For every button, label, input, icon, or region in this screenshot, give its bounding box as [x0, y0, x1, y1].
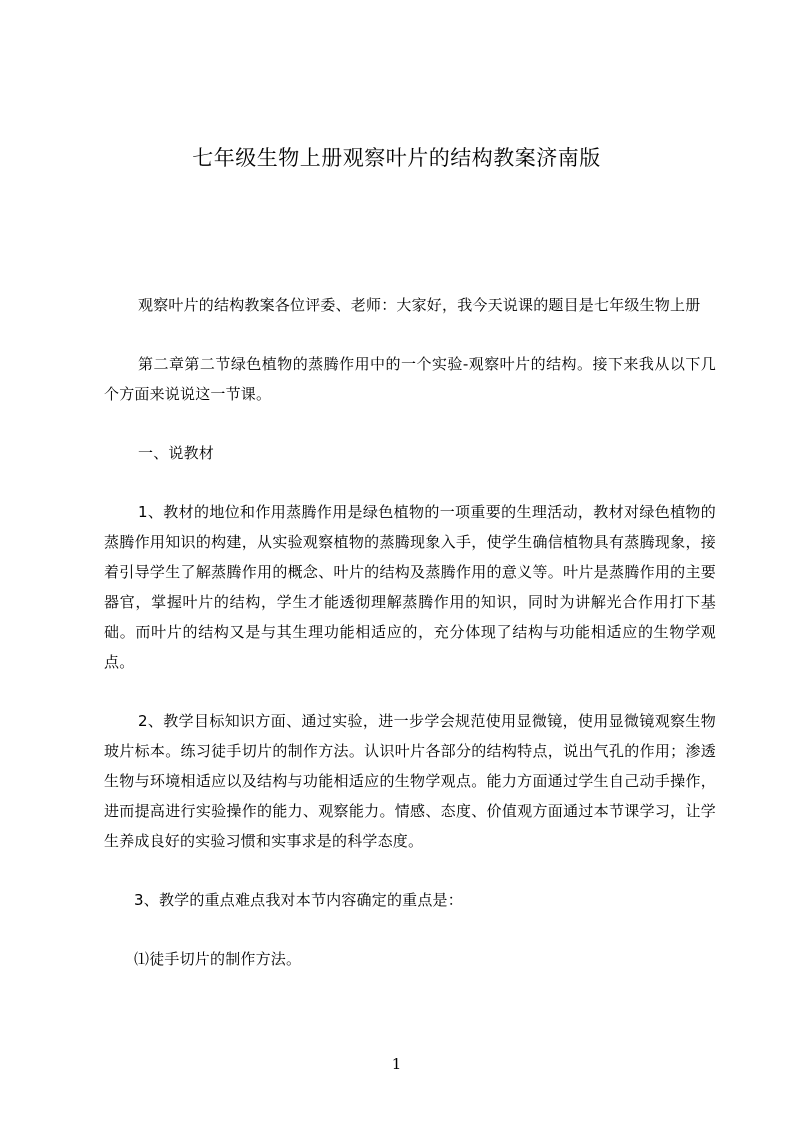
- page-number: 1: [391, 1055, 402, 1073]
- paragraph-chapter: 第二章第二节绿色植物的蒸腾作用中的一个实验-观察叶片的结构。接下来我从以下几个方面来说说这一节课。: [104, 355, 716, 403]
- document-body: [104, 290, 716, 974]
- paragraph-material-role: 1、教材的地位和作用蒸腾作用是绿色植物的一项重要的生理活动，教材对绿色植物的蒸腾作用知识的构建，从实验观察植物的蒸腾现象入手，使学生确信植物具有蒸腾现象，接着引导学生了解蒸腾作用的概念、叶片的结构及蒸腾作用的意义等。叶片是蒸腾作用的主要器官，掌握叶片的结构，学生才能透彻理解蒸腾作用的知识，同时为讲解光合作用打下基础。而叶片的结构又是与其生理功能相适应的，充分体现了结构与功能相适应的生物学观点。: [104, 503, 716, 671]
- section-heading: 一、说教材: [138, 444, 215, 462]
- document-title: 七年级生物上册观察叶片的结构教案济南版: [192, 146, 601, 170]
- paragraph-key-points: 3、教学的重点难点我对本节内容确定的重点是：: [134, 891, 463, 909]
- paragraph-intro: 观察叶片的结构教案各位评委、老师：大家好，我今天说课的题目是七年级生物上册: [138, 296, 701, 314]
- paragraph-point-one: ⑴徒手切片的制作方法。: [134, 950, 302, 968]
- paragraph-teaching-goals: 2、教学目标知识方面、通过实验，进一步学会规范使用显微镜，使用显微镜观察生物玻片标本。练习徒手切片的制作方法。认识叶片各部分的结构特点，说出气孔的作用；渗透生物与环境相适应以及结构与功能相适应的生物学观点。能力方面通过学生自己动手操作，进而提高进行实验操作的能力、观察能力。情感、态度、价值观方面通过本节课学习，让学生养成良好的实验习惯和实事求是的科学态度。: [104, 712, 716, 850]
